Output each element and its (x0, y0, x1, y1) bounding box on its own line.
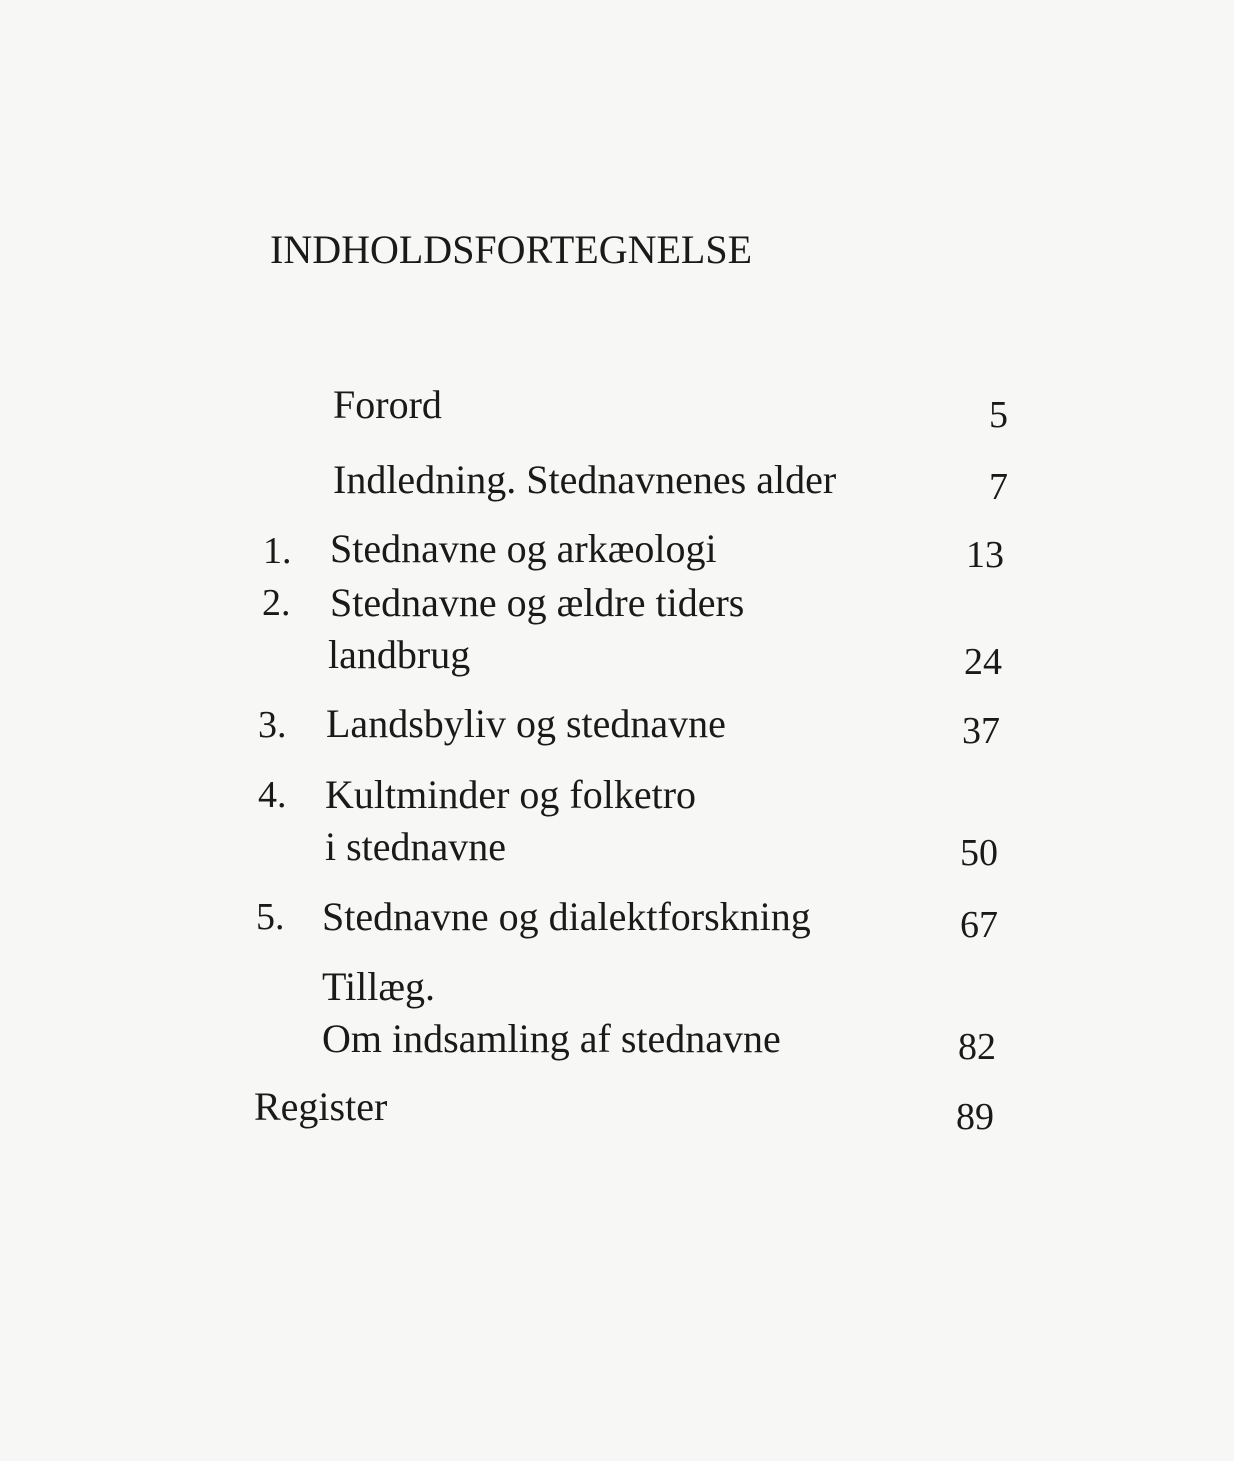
page-title: INDHOLDSFORTEGNELSE (270, 227, 753, 272)
toc-entry-page: 5 (989, 394, 1008, 436)
toc-entry-page: 7 (989, 466, 1008, 508)
toc-entry-page: 67 (960, 904, 998, 946)
toc-entry-title: Kultminder og folketro (325, 772, 697, 817)
toc-entry-title: Register (254, 1084, 388, 1129)
toc-entry-title: Indledning. Stednavnenes alder (333, 457, 837, 502)
toc-entry-title: Stednavne og arkæologi (330, 526, 717, 571)
toc-entry-title: Landsbyliv og stednavne (326, 701, 726, 746)
toc-entry-page: 24 (964, 641, 1002, 683)
toc-entry-page: 50 (960, 832, 998, 874)
toc-entry-page: 89 (956, 1096, 994, 1138)
toc-entry-title: Stednavne og dialektforskning (322, 894, 811, 939)
toc-entry-number: 2. (262, 582, 291, 624)
toc-entry-number: 4. (258, 774, 287, 816)
toc-entry-page: 37 (962, 710, 1000, 752)
toc-entry-title: Tillæg. (322, 964, 436, 1009)
toc-entry-title-continued: landbrug (328, 632, 471, 677)
toc-entry-page: 82 (958, 1026, 996, 1068)
toc-entry-number: 3. (258, 704, 287, 746)
toc-entry-number: 5. (256, 896, 285, 938)
toc-entry-title: Forord (333, 382, 442, 427)
toc-entry-title-continued: Om indsamling af stednavne (322, 1016, 781, 1061)
toc-entry-title: Stednavne og ældre tiders (330, 580, 745, 625)
toc-entry-title-continued: i stednavne (325, 824, 507, 869)
toc-entry-page: 13 (966, 534, 1004, 576)
toc-entry-number: 1. (263, 530, 292, 572)
